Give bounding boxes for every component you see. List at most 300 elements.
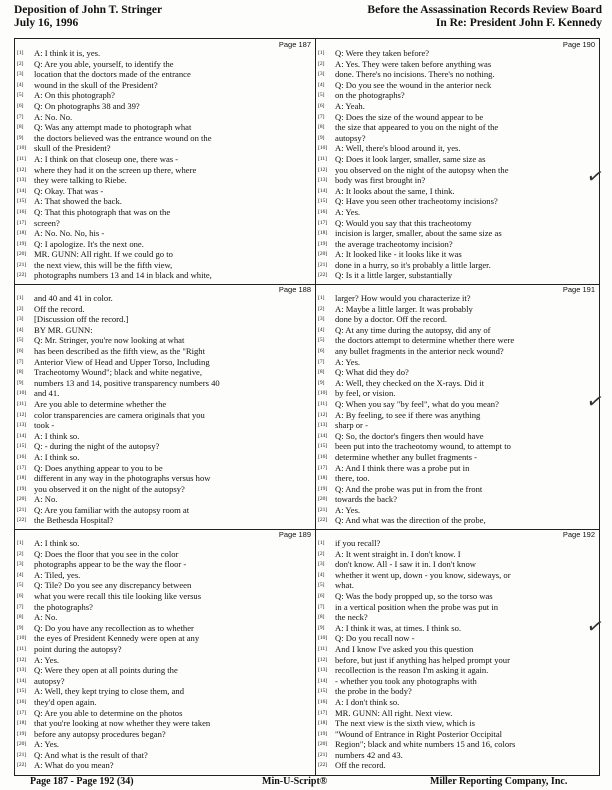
line-text: A: I think it was, at times. I think so. — [335, 622, 462, 633]
transcript-line — [318, 196, 597, 207]
transcript-line — [318, 325, 597, 336]
line-text: A: I think it is, yes. — [34, 48, 101, 58]
transcript-line — [17, 729, 313, 740]
line-text: took - — [34, 420, 55, 431]
transcript-line — [318, 48, 597, 59]
transcript-line — [318, 676, 597, 687]
line-text: A: That showed the back. — [34, 196, 122, 207]
transcript-line — [318, 260, 597, 271]
footer-company: Miller Reporting Company, Inc. — [430, 776, 568, 787]
transcript-line — [17, 165, 313, 176]
line-text: A: No. — [34, 494, 58, 505]
line-number: [21] — [318, 751, 328, 758]
line-number: [22] — [17, 762, 27, 769]
line-number: [21] — [17, 261, 27, 268]
transcript-line — [17, 207, 313, 218]
line-number: [20] — [318, 741, 328, 748]
transcript-line — [318, 718, 597, 729]
transcript-line — [17, 48, 313, 59]
line-text: A: By feeling, to see if there was anything — [335, 409, 481, 420]
line-number: [13] — [318, 667, 328, 674]
line-number: [15] — [17, 443, 27, 450]
line-number: [15] — [17, 198, 27, 205]
line-number: [16] — [318, 698, 328, 705]
line-number: [10] — [318, 635, 328, 642]
line-text: Q: Are you able, yourself, to identify the — [34, 58, 174, 69]
transcript-line — [17, 196, 313, 207]
transcript-line — [17, 708, 313, 719]
line-number: [6] — [318, 592, 325, 599]
transcript-line — [318, 515, 597, 526]
line-text: A: On this photograph? — [34, 90, 115, 101]
line-number: [11] — [318, 645, 327, 652]
line-number: [8] — [318, 369, 325, 376]
line-text: A: It looked like - it looks like it was — [335, 249, 462, 260]
line-text: point during the autopsy? — [34, 643, 122, 654]
line-text: before, but just if anything has helped prompt your — [335, 654, 510, 665]
line-number: [1] — [17, 50, 24, 56]
line-text: Q: I apologize. It's the next one. — [34, 238, 144, 249]
line-text: A: It looks about the same, I think. — [335, 185, 455, 196]
line-number: [15] — [17, 688, 27, 695]
line-number: [12] — [318, 411, 328, 418]
line-text: A: It went straight in. I don't know. I — [335, 548, 461, 559]
line-number: [11] — [17, 645, 26, 652]
line-number: [19] — [318, 730, 328, 737]
line-number: [17] — [17, 709, 27, 716]
transcript-line — [17, 218, 313, 229]
line-text: MR. GUNN: All right. If we could go to — [34, 249, 173, 260]
line-text: you observed it on the night of the autopsy? — [34, 483, 185, 494]
line-text: any bullet fragments in the anterior neck wound? — [335, 345, 504, 356]
transcript-line — [318, 739, 597, 750]
transcript-page — [15, 529, 315, 775]
line-text: Q: Were they taken before? — [335, 48, 430, 58]
transcript-line — [17, 602, 313, 613]
line-number: [7] — [17, 113, 24, 120]
line-text: the next view, this will be the fifth view, — [34, 259, 173, 270]
transcript-line — [17, 293, 313, 304]
transcript-line — [318, 357, 597, 368]
line-number: [12] — [17, 166, 27, 173]
line-text: if you recall? — [335, 538, 381, 548]
deposition-title: Deposition of John T. Stringer — [14, 4, 163, 16]
line-text: Q: Were they open at all points during the — [34, 665, 178, 676]
case-title: In Re: President John F. Kennedy — [435, 17, 602, 29]
line-text: sharp or - — [335, 420, 368, 431]
line-text: on the photographs? — [335, 90, 405, 101]
line-number: [22] — [318, 272, 328, 279]
transcript-line — [318, 484, 597, 495]
line-number: [17] — [17, 219, 27, 226]
transcript-line — [17, 101, 313, 112]
transcript-line — [17, 399, 313, 410]
line-number: [5] — [17, 92, 24, 99]
transcript-line — [318, 559, 597, 570]
transcript-line — [17, 186, 313, 197]
transcript-line — [318, 367, 597, 378]
line-text: photographs numbers 13 and 14 in black and white, — [34, 270, 212, 281]
page-number: Page 187 — [278, 40, 311, 49]
line-text: don't know. All - I saw it in. I don't know — [335, 559, 476, 570]
line-number: [1] — [318, 295, 325, 301]
line-number: [11] — [17, 400, 26, 407]
line-text: A: Yes. They were taken before anything was — [335, 58, 492, 69]
transcript-line — [17, 484, 313, 495]
line-number: [14] — [17, 432, 27, 439]
line-text: the average tracheotomy incision? — [335, 238, 453, 249]
transcript-line — [318, 207, 597, 218]
line-text: numbers 13 and 14, positive transparency numbers 40 — [34, 377, 220, 388]
line-text: A: Yes. — [34, 654, 60, 665]
line-text: incision is larger, smaller, about the same size as — [335, 228, 502, 239]
line-text: they'd open again. — [34, 696, 97, 707]
line-text: they were talking to Riebe. — [34, 175, 127, 186]
transcript-line — [17, 357, 313, 368]
line-text: skull of the President? — [34, 143, 111, 154]
line-text: A: And I think there was a probe put in — [335, 462, 470, 473]
transcript-line — [318, 90, 597, 101]
transcript-line — [17, 686, 313, 697]
line-number: [2] — [318, 550, 325, 557]
transcript-line — [17, 538, 313, 549]
line-number: [19] — [17, 485, 27, 492]
transcript-line — [17, 90, 313, 101]
line-text: Region"; black and white numbers 15 and 16, colors — [335, 739, 516, 750]
line-text: the doctors attempt to determine whether there were — [335, 335, 515, 346]
line-number: [7] — [318, 113, 325, 120]
line-text: MR. GUNN: All right. Next view. — [335, 707, 453, 718]
line-number: [4] — [318, 326, 325, 333]
transcript-line — [17, 549, 313, 560]
transcript-line — [318, 154, 597, 165]
line-text: A: Yes. — [335, 206, 361, 217]
line-number: [16] — [17, 453, 27, 460]
line-text: Q: Does it look larger, smaller, same size as — [335, 153, 486, 164]
line-number: [8] — [318, 614, 325, 621]
line-number: [21] — [17, 751, 27, 758]
line-text: Q: Okay. That was - — [34, 185, 104, 196]
line-text: screen? — [34, 217, 60, 228]
line-number: [12] — [17, 411, 27, 418]
transcript-line — [318, 335, 597, 346]
line-number: [11] — [318, 400, 327, 407]
line-text: done by a doctor. Off the record. — [335, 314, 447, 325]
transcript-line — [17, 133, 313, 144]
transcript-line — [318, 59, 597, 70]
line-number: [17] — [318, 219, 328, 226]
line-number: [4] — [17, 571, 24, 578]
transcript-line — [17, 665, 313, 676]
line-number: [8] — [17, 369, 24, 376]
transcript-line — [318, 388, 597, 399]
line-number: [10] — [17, 145, 27, 152]
line-text: done. There's no incisions. There's no nothing. — [335, 69, 495, 80]
transcript-line — [17, 697, 313, 708]
line-number: [21] — [318, 261, 328, 268]
line-text: and 40 and 41 in color. — [34, 293, 113, 303]
line-number: [3] — [318, 561, 325, 568]
transcript-line — [318, 473, 597, 484]
line-text: photographs appear to be the way the floor - — [34, 559, 187, 570]
line-number: [11] — [17, 155, 26, 162]
transcript-line — [17, 335, 313, 346]
line-text: A: Yes. — [335, 356, 361, 367]
line-number: [10] — [318, 145, 328, 152]
line-text: the neck? — [335, 612, 368, 623]
line-number: [18] — [17, 475, 27, 482]
line-number: [12] — [318, 656, 328, 663]
transcript-line — [17, 644, 313, 655]
transcript-line — [318, 612, 597, 623]
line-number: [7] — [17, 358, 24, 365]
transcript-line — [318, 494, 597, 505]
line-number: [13] — [318, 177, 328, 184]
checkmark-annotation: ✓ — [584, 387, 607, 415]
line-text: location that the doctors made of the entrance — [34, 69, 191, 80]
line-number: [3] — [318, 71, 325, 78]
line-text: A: I think so. — [34, 430, 80, 441]
transcript-line — [318, 686, 597, 697]
line-number: [13] — [17, 422, 27, 429]
transcript-line — [318, 441, 597, 452]
line-number: [17] — [17, 464, 27, 471]
line-text: the probe in the body? — [335, 686, 412, 697]
line-number: [2] — [17, 60, 24, 67]
page-number: Page 188 — [278, 285, 311, 294]
transcript-line — [17, 591, 313, 602]
transcript-line — [318, 420, 597, 431]
transcript-line — [17, 249, 313, 260]
transcript-line — [17, 410, 313, 421]
line-number: [3] — [17, 71, 24, 78]
line-text: Q: Was the body propped up, so the torso was — [335, 590, 493, 601]
line-text: Q: And what was the direction of the probe, — [335, 515, 486, 526]
transcript-line — [318, 760, 597, 771]
line-text: you observed on the night of the autopsy when the — [335, 164, 509, 175]
transcript-line — [318, 69, 597, 80]
transcript-line — [318, 112, 597, 123]
transcript-line — [17, 570, 313, 581]
transcript-line — [17, 655, 313, 666]
line-text: A: Yes. — [335, 504, 361, 515]
line-number: [21] — [17, 506, 27, 513]
line-number: [21] — [318, 506, 328, 513]
line-number: [16] — [17, 698, 27, 705]
line-text: A: I don't think so. — [335, 696, 400, 707]
line-text: and 41. — [34, 388, 60, 399]
line-number: [14] — [318, 677, 328, 684]
transcript-line — [17, 69, 313, 80]
line-number: [22] — [17, 517, 27, 524]
line-number: [22] — [17, 272, 27, 279]
line-number: [16] — [318, 208, 328, 215]
line-number: [10] — [17, 635, 27, 642]
transcript-line — [17, 59, 313, 70]
transcript-line — [318, 378, 597, 389]
line-number: [11] — [318, 155, 327, 162]
line-number: [9] — [17, 379, 24, 386]
line-number: [9] — [17, 134, 24, 141]
line-text: Off the record. — [34, 303, 85, 314]
page-number: Page 189 — [278, 530, 311, 539]
line-number: [6] — [17, 102, 24, 109]
transcript-line — [318, 143, 597, 154]
line-number: [18] — [318, 475, 328, 482]
transcript-line — [318, 623, 597, 634]
transcript-line — [318, 228, 597, 239]
transcript-line — [17, 367, 313, 378]
line-text: Q: Tile? Do you see any discrepancy between — [34, 580, 192, 591]
transcript-line — [17, 750, 313, 761]
transcript-line — [17, 463, 313, 474]
line-number: [2] — [17, 550, 24, 557]
line-text: A: What do you mean? — [34, 760, 114, 771]
transcript-line — [318, 165, 597, 176]
transcript-line — [17, 122, 313, 133]
line-number: [14] — [17, 187, 27, 194]
line-text: Q: - during the night of the autopsy? — [34, 441, 160, 452]
line-text: A: Yes. — [34, 739, 60, 750]
line-text: different in any way in the photographs versus how — [34, 473, 211, 484]
line-text: A: Well, they kept trying to close them, and — [34, 686, 184, 697]
transcript-line — [318, 346, 597, 357]
line-text: A: No. No. — [34, 111, 73, 122]
transcript-line — [318, 80, 597, 91]
line-text: [Discussion off the record.] — [34, 314, 129, 325]
line-number: [8] — [318, 124, 325, 131]
line-number: [20] — [17, 741, 27, 748]
checkmark-annotation: ✓ — [584, 162, 607, 190]
transcript-line — [17, 228, 313, 239]
line-text: that you're looking at now whether they were taken — [34, 718, 211, 729]
transcript-page — [316, 529, 599, 775]
transcript-line — [17, 739, 313, 750]
transcript-line — [17, 473, 313, 484]
line-text: numbers 42 and 43. — [335, 749, 403, 760]
line-text: A: No. — [34, 612, 58, 623]
line-text: BY MR. GUNN: — [34, 324, 93, 335]
transcript-line — [17, 623, 313, 634]
line-text: been put into the tracheotomy wound, to attempt to — [335, 441, 511, 452]
line-number: [8] — [17, 614, 24, 621]
line-number: [6] — [318, 347, 325, 354]
transcript-line — [318, 729, 597, 740]
transcript-line — [17, 270, 313, 281]
line-text: A: I think on that closeup one, there was - — [34, 153, 179, 164]
transcript-line — [318, 750, 597, 761]
transcript-line — [17, 718, 313, 729]
transcript-line — [318, 101, 597, 112]
line-text: The next view is the sixth view, which is — [335, 718, 476, 729]
line-number: [7] — [318, 358, 325, 365]
line-text: - whether you took any photographs with — [335, 675, 477, 686]
line-text: A: No. No. No, his - — [34, 228, 105, 239]
line-number: [9] — [17, 624, 24, 631]
line-number: [15] — [318, 688, 328, 695]
line-number: [14] — [17, 677, 27, 684]
line-number: [19] — [318, 240, 328, 247]
checkmark-annotation: ✓ — [584, 612, 607, 640]
line-number: [19] — [318, 485, 328, 492]
line-number: [22] — [318, 517, 328, 524]
transcript-line — [318, 122, 597, 133]
line-text: Q: Does the floor that you see in the color — [34, 548, 179, 559]
line-text: Off the record. — [335, 760, 386, 771]
transcript-line — [318, 133, 597, 144]
transcript-line — [318, 270, 597, 281]
line-number: [1] — [17, 540, 24, 546]
line-number: [4] — [318, 81, 325, 88]
transcript-line — [318, 665, 597, 676]
line-number: [4] — [17, 326, 24, 333]
line-text: recollection is the reason I'm asking it again. — [335, 665, 489, 676]
transcript-line — [17, 676, 313, 687]
line-text: the doctors believed was the entrance wound on the — [34, 132, 212, 143]
line-text: A: Tiled, yes. — [34, 569, 81, 580]
line-text: Q: Have you seen other tracheotomy incisions? — [335, 196, 498, 207]
page-number: Page 192 — [562, 530, 595, 539]
transcript-line — [318, 431, 597, 442]
line-number: [5] — [318, 582, 325, 589]
line-number: [12] — [318, 166, 328, 173]
transcript-line — [17, 388, 313, 399]
transcript-line — [17, 515, 313, 526]
transcript-line — [17, 80, 313, 91]
line-number: [22] — [318, 762, 328, 769]
line-number: [5] — [318, 92, 325, 99]
line-number: [18] — [17, 230, 27, 237]
line-text: color transparencies are camera originals that you — [34, 409, 205, 420]
transcript-line — [17, 143, 313, 154]
line-text: Q: That this photograph that was on the — [34, 206, 171, 217]
line-number: [15] — [318, 443, 328, 450]
line-text: before any autopsy procedures began? — [34, 728, 166, 739]
line-text: Q: Do you see the wound in the anterior neck — [335, 79, 492, 90]
line-text: Q: Mr. Stringer, you're now looking at what — [34, 335, 185, 346]
header-left — [14, 4, 162, 30]
header-right — [367, 4, 602, 30]
line-number: [2] — [318, 60, 325, 67]
line-number: [1] — [17, 295, 24, 301]
transcript-line — [318, 304, 597, 315]
line-text: whether it went up, down - you know, sideways, or — [335, 569, 511, 580]
line-text: Q: What did they do? — [335, 367, 409, 378]
line-text: And I know I've asked you this question — [335, 643, 474, 654]
line-text: done in a hurry, so it's probably a little larger. — [335, 259, 491, 270]
line-text: Anterior View of Head and Upper Torso, Including — [34, 356, 210, 367]
line-text: Q: When you say "by feel", what do you mean? — [335, 398, 499, 409]
transcript-line — [17, 431, 313, 442]
line-number: [2] — [17, 305, 24, 312]
transcript-line — [17, 378, 313, 389]
transcript-line — [17, 505, 313, 516]
line-number: [3] — [318, 316, 325, 323]
line-text: body was first brought in? — [335, 175, 426, 186]
line-number: [20] — [17, 251, 27, 258]
transcript-line — [318, 293, 597, 304]
transcript-line — [17, 441, 313, 452]
transcript-line — [318, 633, 597, 644]
line-number: [18] — [17, 720, 27, 727]
line-text: in a vertical position when the probe was put in — [335, 601, 499, 612]
line-text: A: Well, there's blood around it, yes. — [335, 143, 461, 154]
line-text: where they had it on the screen up there, where — [34, 164, 197, 175]
line-text: Q: So, the doctor's fingers then would have — [335, 430, 484, 441]
transcript-line — [17, 633, 313, 644]
line-text: A: I think so. — [34, 451, 80, 462]
line-number: [3] — [17, 561, 24, 568]
